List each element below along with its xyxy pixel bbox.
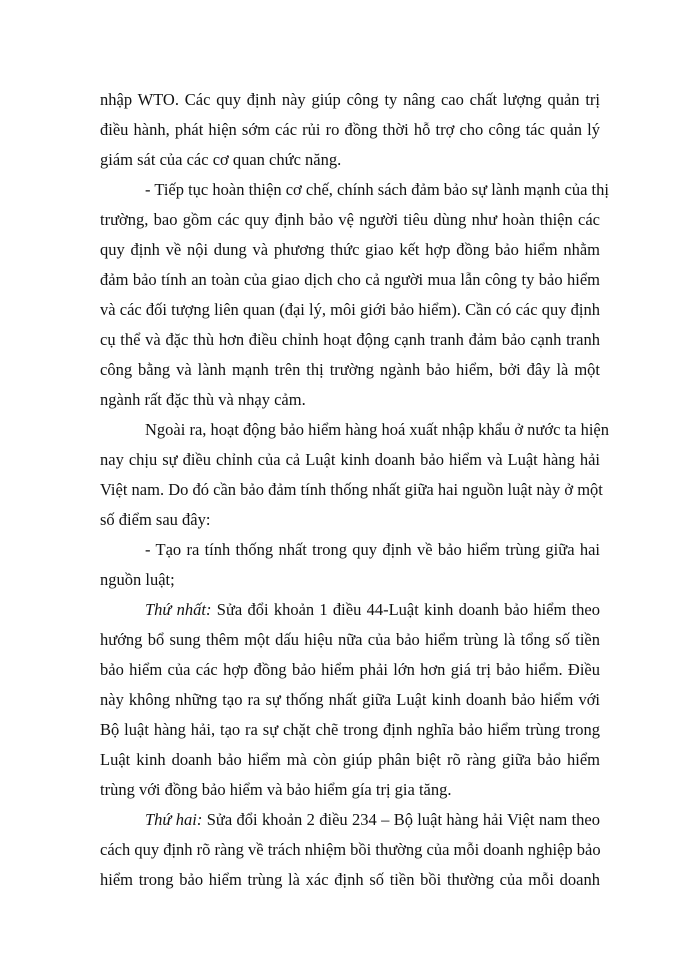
lead-label: Thứ hai: [145, 810, 203, 829]
text-line: trường, bao gồm các quy định bảo vệ người tiêu dùng như hoàn thiện các [100, 210, 600, 229]
text-line [145, 595, 600, 625]
text-line: số điểm sau đây: [100, 510, 211, 529]
text-line: bảo hiểm của các hợp đồng bảo hiểm phải lớn hơn giá trị bảo hiểm. Điều [100, 660, 600, 679]
text-line: - Tạo ra tính thống nhất trong quy định về bảo hiểm trùng giữa hai [145, 540, 600, 559]
text-line: Ngoài ra, hoạt động bảo hiểm hàng hoá xuất nhập khẩu ở nước ta hiện [145, 420, 609, 439]
text-line: Luật kinh doanh bảo hiểm mà còn giúp phân biệt rõ ràng giữa bảo hiểm [100, 750, 600, 769]
text-line: giám sát của các cơ quan chức năng. [100, 150, 342, 169]
text-line: trùng với đồng bảo hiểm và bảo hiểm gía trị gia tăng. [100, 780, 452, 799]
text-line: này không những tạo ra sự thống nhất giữa Luật kinh doanh bảo hiểm với [100, 690, 600, 709]
text-line: nay chịu sự điều chỉnh của cả Luật kinh doanh bảo hiểm và Luật hàng hải [100, 450, 600, 469]
text-line: và các đối tượng liên quan (đại lý, môi giới bảo hiểm). Cần có các quy định [100, 300, 600, 319]
text-line: cách quy định rõ ràng về trách nhiệm bồi thường của mỗi doanh nghiệp bảo [100, 840, 601, 859]
text-line: ngành rất đặc thù và nhạy cảm. [100, 390, 306, 409]
text-line: điều hành, phát hiện sớm các rủi ro đồng thời hỗ trợ cho công tác quản lý [100, 120, 600, 139]
text-line: công bằng và lành mạnh trên thị trường ngành bảo hiểm, bởi đây là một [100, 360, 600, 379]
text-line: - Tiếp tục hoàn thiện cơ chế, chính sách đảm bảo sự lành mạnh của thị [145, 180, 609, 199]
text-line: hướng bổ sung thêm một dấu hiệu nữa của bảo hiểm trùng là tổng số tiền [100, 630, 600, 649]
lead-label: Thứ nhất: [145, 600, 212, 619]
text-line: hiểm trong bảo hiểm trùng là xác định số tiền bồi thường của mỗi doanh [100, 870, 600, 889]
text-line: Bộ luật hàng hải, tạo ra sự chặt chẽ trong định nghĩa bảo hiểm trùng trong [100, 720, 600, 739]
text-line: nhập WTO. Các quy định này giúp công ty nâng cao chất lượng quản trị [100, 90, 600, 109]
text-line: quy định về nội dung và phương thức giao kết hợp đồng bảo hiểm nhằm [100, 240, 600, 259]
text-line: đảm bảo tính an toàn của giao dịch cho cả người mua lẫn công ty bảo hiểm [100, 270, 600, 289]
text-line: Việt nam. Do đó cần bảo đảm tính thống nhất giữa hai nguồn luật này ở một [100, 480, 603, 499]
text-line [145, 805, 600, 835]
text-line: nguồn luật; [100, 570, 175, 589]
line-text: Sửa đổi khoản 1 điều 44-Luật kinh doanh bảo hiểm theo [211, 600, 600, 619]
text-line: cụ thể và đặc thù hơn điều chỉnh hoạt động cạnh tranh đảm bảo cạnh tranh [100, 330, 600, 349]
line-text: Sửa đổi khoản 2 điều 234 – Bộ luật hàng hải Việt nam theo [202, 810, 600, 829]
